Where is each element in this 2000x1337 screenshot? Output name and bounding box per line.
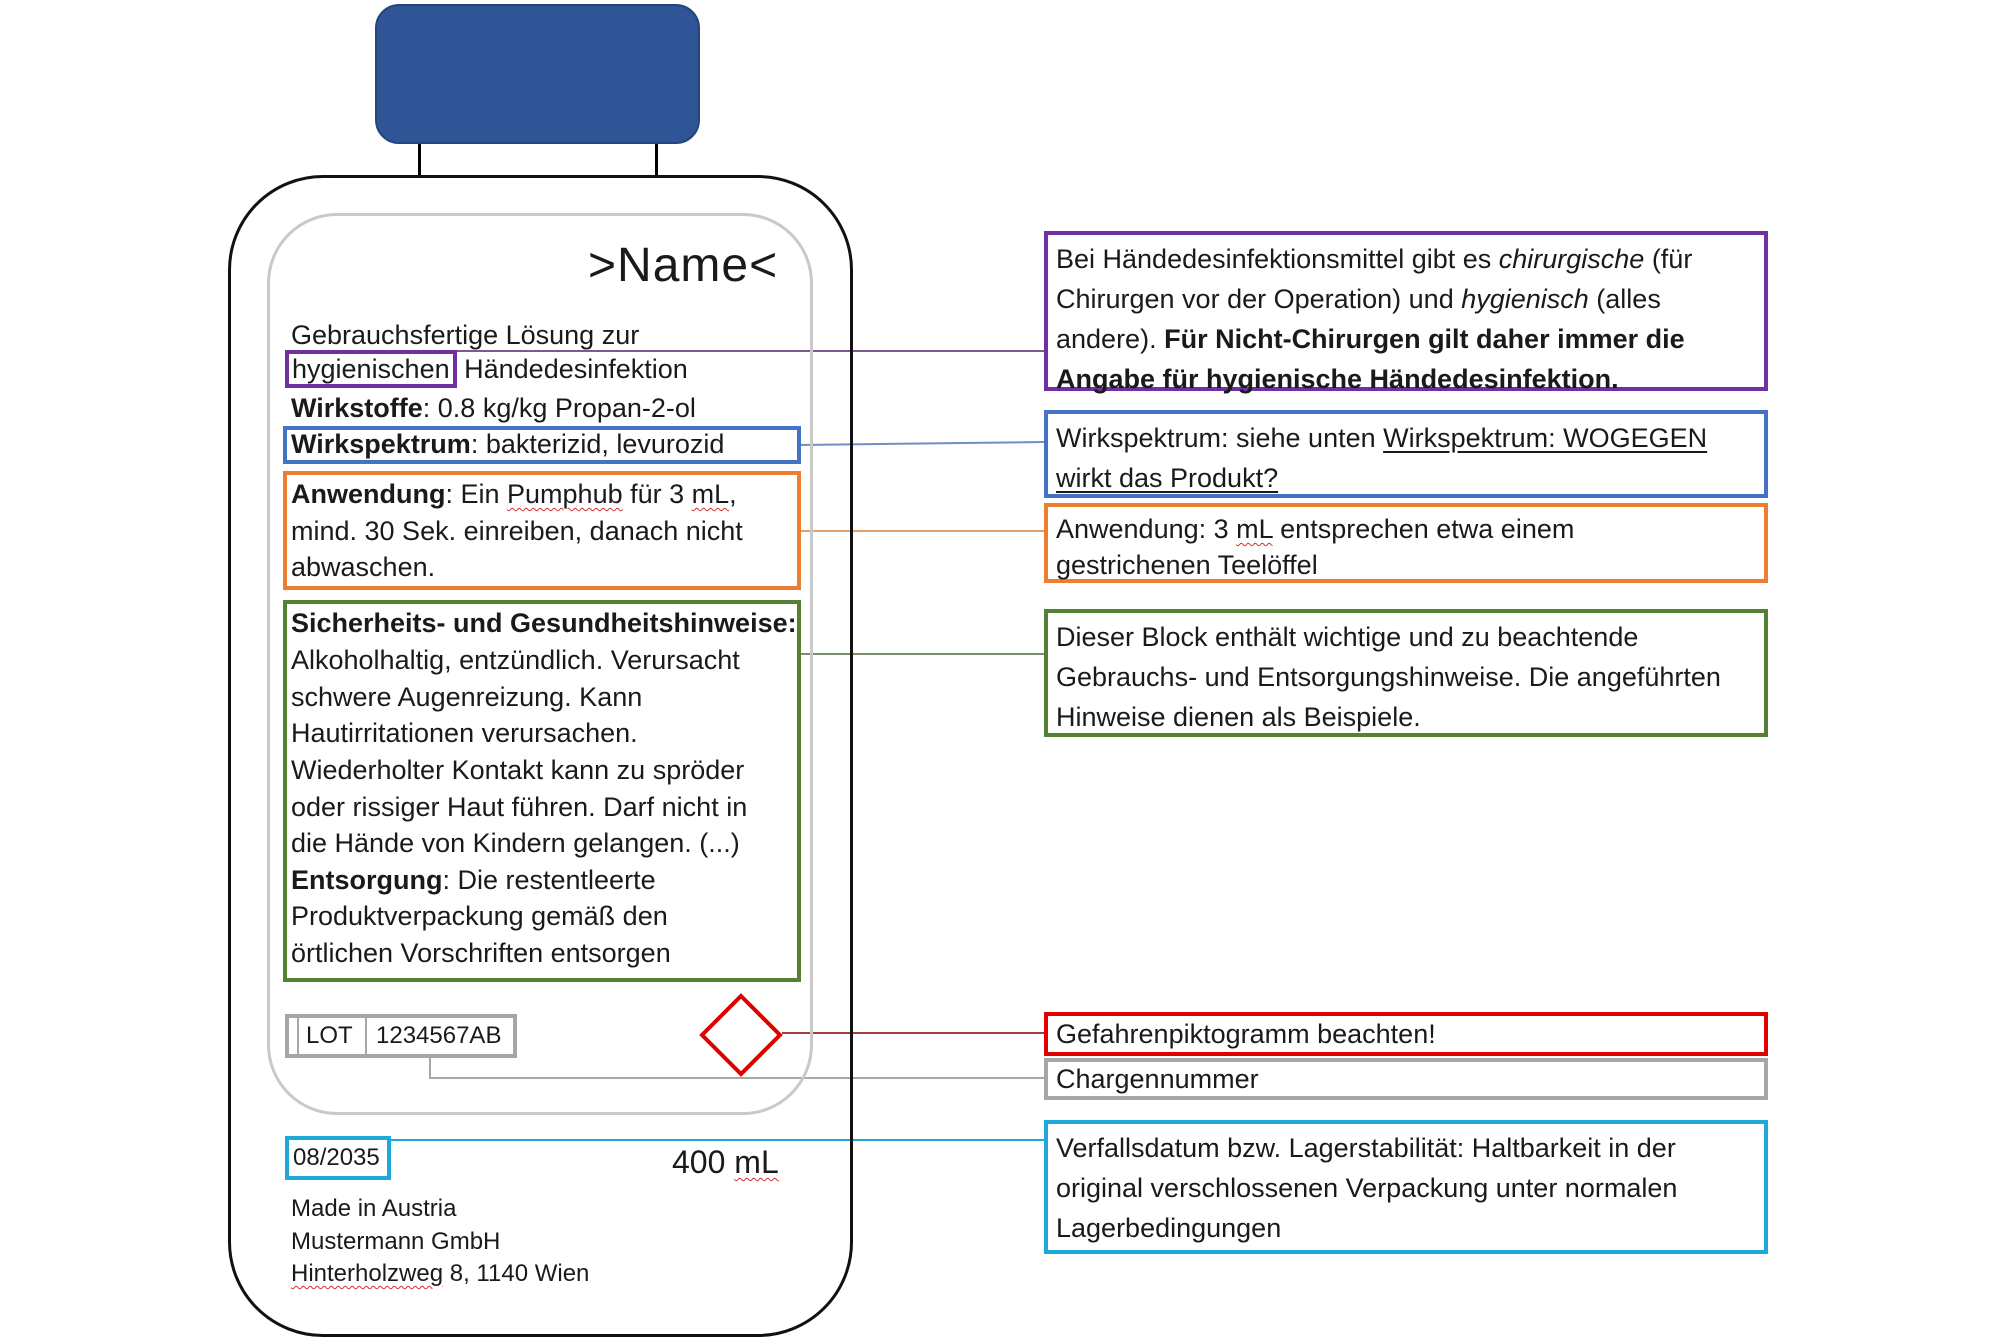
annotation-usage-line-1 (1056, 511, 1756, 547)
volume-number: 400 (672, 1144, 735, 1180)
usage-ml: mL (691, 479, 730, 509)
lot-number: 1234567AB (376, 1022, 502, 1049)
usage-text-c: , (729, 479, 737, 509)
lot-divider (365, 1018, 367, 1054)
annotation-hygiene-line-2 (1056, 279, 1756, 319)
hyg-l3-a: andere). (1056, 324, 1165, 354)
safety-label: Sicherheits- und Gesundheitshinweise: (291, 608, 797, 638)
safety-line-4: Wiederholter Kontakt kann zu spröder (291, 755, 745, 785)
annotation-safety-line-2: Gebrauchs- und Entsorgungshinweise. Die angeführten (1056, 662, 1721, 692)
bottle-neck-left (418, 144, 421, 177)
hazard-pictogram-icon (698, 992, 784, 1078)
bottle-cap (375, 4, 700, 144)
annotation-expiry (1044, 1120, 1768, 1254)
volume-unit: mL (734, 1144, 779, 1180)
annotation-hygiene-line-4 (1056, 359, 1756, 399)
disposal-line-3: örtlichen Vorschriften entsorgen (291, 938, 671, 968)
hyg-l1-a: Bei Händedesinfektionsmittel gibt es (1056, 244, 1499, 274)
usage-text-a: : Ein (445, 479, 508, 509)
annotation-safety-line-3: Hinweise dienen als Beispiele. (1056, 702, 1421, 732)
volume (672, 1142, 779, 1182)
hyg-l2-i: hygienisch (1461, 284, 1589, 314)
annotation-spectrum (1044, 410, 1768, 498)
annotation-hygiene-line-1 (1056, 239, 1756, 279)
usage-line-3: abwaschen. (291, 552, 436, 582)
usage-label: Anwendung (291, 479, 446, 509)
safety-line-5: oder rissiger Haut führen. Darf nicht in (291, 792, 748, 822)
hygienic-highlight: hygienischen (285, 350, 457, 388)
usage-pump: Pumphub (507, 479, 623, 509)
annotation-safety (1044, 609, 1768, 737)
hyg-l1-i: chirurgische (1498, 244, 1645, 274)
annotation-spectrum-line-1 (1056, 418, 1756, 458)
usage-ann-ml: mL (1236, 514, 1273, 544)
safety-line-1: Alkoholhaltig, entzündlich. Verursacht (291, 645, 740, 675)
maker-street: Hinterholzweg (291, 1260, 444, 1287)
spectrum-label: Wirkspektrum (291, 429, 471, 459)
annotation-hazard: Gefahrenpiktogramm beachten! (1044, 1012, 1768, 1056)
hyg-l1-b: (für (1644, 244, 1693, 274)
spectrum-link[interactable]: Wirkspektrum: WOGEGEN (1383, 423, 1708, 453)
usage-ann-a: Anwendung: 3 (1056, 514, 1237, 544)
spectrum-text: : bakterizid, levurozid (470, 429, 725, 459)
ingredients-line (291, 390, 696, 427)
intro-line: Gebrauchsfertige Lösung zur (291, 320, 640, 350)
annotation-usage (1044, 503, 1768, 583)
annotation-safety-line-1: Dieser Block enthält wichtige und zu beachtende (1056, 622, 1639, 652)
annotation-batch: Chargennummer (1044, 1058, 1768, 1100)
lot-divider-left (297, 1018, 299, 1054)
maker-country: Made in Austria (291, 1195, 457, 1222)
spectrum-link-2[interactable]: wirkt das Produkt? (1056, 463, 1279, 493)
disposal-label: Entsorgung (291, 865, 443, 895)
annotation-hygiene-line-3 (1056, 319, 1756, 359)
safety-line-6: die Hände von Kindern gelangen. (...) (291, 828, 740, 858)
annotation-expiry-line-2: original verschlossenen Verpackung unter normalen (1056, 1173, 1678, 1203)
usage-line-1 (291, 476, 737, 513)
disposal-line-1 (291, 862, 656, 899)
hyg-l3-b: Für Nicht-Chirurgen gilt daher immer die (1164, 324, 1685, 354)
annotation-usage-line-2: gestrichenen Teelöffel (1056, 550, 1318, 580)
hyg-l2-b: (alles (1588, 284, 1661, 314)
disposal-text: : Die restentleerte (442, 865, 656, 895)
hyg-l2-a: Chirurgen vor der Operation) und (1056, 284, 1462, 314)
annotation-spectrum-line-2 (1056, 458, 1756, 498)
intro-line-2 (285, 351, 688, 388)
annotation-expiry-line-1: Verfallsdatum bzw. Lagerstabilität: Haltbarkeit in der (1056, 1133, 1676, 1163)
hyg-l4: Angabe für hygienische Händedesinfektion. (1056, 364, 1619, 394)
safety-line-2: schwere Augenreizung. Kann (291, 682, 643, 712)
usage-line-2: mind. 30 Sek. einreiben, danach nicht (291, 516, 743, 546)
annotation-hygiene (1044, 231, 1768, 394)
safety-line-3: Hautirritationen verursachen. (291, 718, 638, 748)
intro-rest: Händedesinfektion (456, 354, 688, 384)
maker-address (291, 1258, 589, 1290)
ingredients-text: : 0.8 kg/kg Propan-2-ol (422, 393, 696, 423)
lot-label: LOT (306, 1022, 353, 1049)
ingredients-label: Wirkstoffe (291, 393, 423, 423)
disposal-line-2: Produktverpackung gemäß den (291, 901, 668, 931)
usage-text-b: für 3 (622, 479, 692, 509)
bottle-neck-right (655, 144, 658, 177)
safety-heading (291, 605, 797, 642)
expiry-date: 08/2035 (285, 1136, 391, 1180)
usage-ann-b: entsprechen etwa einem (1272, 514, 1575, 544)
spectrum-line (291, 426, 724, 463)
annotation-expiry-line-3: Lagerbedingungen (1056, 1213, 1282, 1243)
maker-address-rest: 8, 1140 Wien (443, 1260, 590, 1287)
maker-name: Mustermann GmbH (291, 1228, 501, 1255)
product-name: >Name< (588, 239, 779, 292)
spec-l1-a: Wirkspektrum: siehe unten (1056, 423, 1384, 453)
